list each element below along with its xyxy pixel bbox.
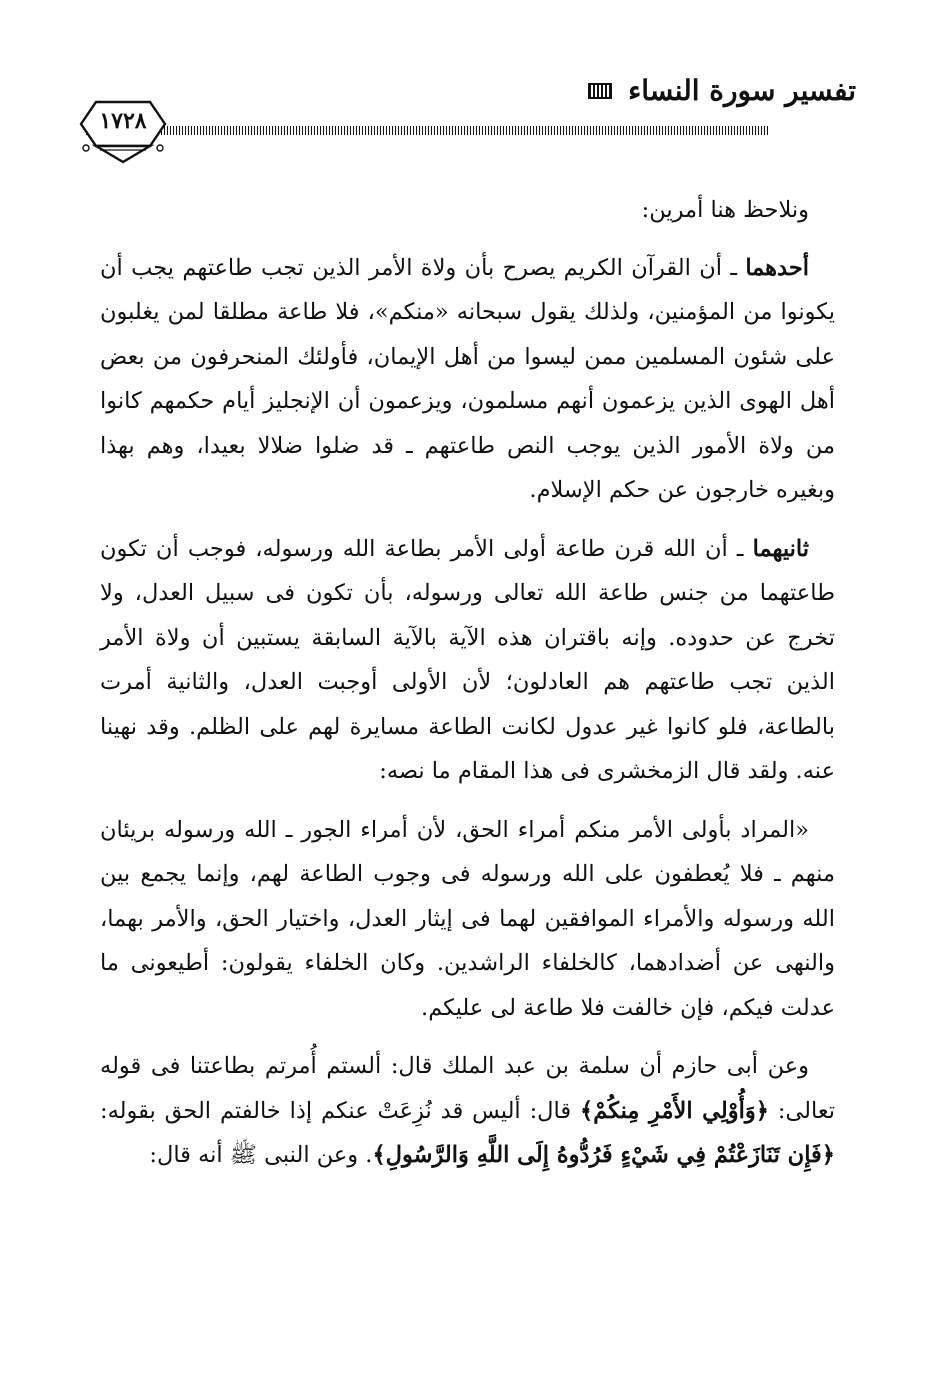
- second-point-text: ـ أن الله قرن طاعة أولى الأمر بطاعة الله ورسوله، فوجب أن تكون طاعتهما من جنس طاعة الله تعالى ورسوله، بأن تكون فى سبيل العدل، ولا تخرج عن حدوده. وإنه باقتران هذه الآية بالآية السابقة يستبين أن ولاة الأمر الذين تجب طاعتهم هم العادلون؛ لأن الأولى أوجبت العدل، والثانية أمرت بالطاعة، فلو كانوا غير عدول لكانت الطاعة مسايرة لهم على الظلم. وقد نهينا عنه. ولقد قال الزمخشرى فى هذا المقام ما نصه:: [100, 535, 835, 784]
- running-title: تفسير سورة النساء: [628, 74, 856, 107]
- first-point-text: ـ أن القرآن الكريم يصرح بأن ولاة الأمر الذين تجب طاعتهم يجب أن يكونوا من المؤمنين، ولذلك يقول سبحانه «منكم»، فلا طاعة مطلقا لمن يغلبون على شئون المسلمين ممن ليسوا من أهل الإيمان، فأولئك المنحرفون من بعض أهل الهوى الذين يزعمون أنهم مسلمون، ويزعمون أن الإنجليز أيام حكمهم كانوا من ولاة الأمور الذين يوجب النص طاعتهم ـ قد ضلوا ضلالا بعيدا، وهم بهذا وبغيره خارجون عن حكم الإسلام.: [100, 254, 835, 503]
- intro-text: ونلاحظ هنا أمرين:: [641, 197, 809, 223]
- quran-verse-1: ﴿وَأُوْلِي الأَمْرِ مِنكُمْ﴾: [580, 1097, 769, 1124]
- page-body: [100, 188, 835, 1192]
- hadith-text-3: . وعن النبى ﷺ أنه قال:: [149, 1142, 373, 1168]
- header-title-group: [586, 74, 856, 107]
- hadith-paragraph: [100, 1044, 835, 1178]
- second-point-paragraph: [100, 527, 835, 794]
- quran-verse-2: ﴿فَإِن تَنَازَعْتُمْ فِي شَيْءٍ فَرُدُّوهُ إِلَى اللَّهِ وَالرَّسُولِ﴾: [372, 1142, 835, 1168]
- bookmark-ornament-icon: [586, 80, 614, 102]
- hadith-text-1: وعن أبى حازم أن سلمة بن عبد الملك قال: ألستم أُمرتم بطاعتنا فى قوله تعالى:: [100, 1053, 836, 1124]
- first-point-paragraph: [100, 246, 835, 513]
- header-rule: [86, 126, 768, 135]
- page-header: [86, 62, 856, 162]
- page-number-badge: [78, 98, 168, 166]
- quote-paragraph: [100, 808, 835, 1031]
- hadith-text-2: قال: أليس قد نُزِعَتْ عنكم إذا خالفتم الحق بقوله:: [100, 1097, 572, 1124]
- intro-paragraph: [100, 188, 835, 233]
- second-point-lead: ثانيهما: [752, 535, 810, 562]
- page-number: ١٧٢٨: [99, 108, 147, 134]
- first-point-lead: أحدهما: [745, 254, 810, 281]
- zamakhshari-quote: «المراد بأولى الأمر منكم أمراء الحق، لأن أمراء الجور ـ الله ورسوله بريئان منهم ـ فلا يُعطفون على الله ورسوله فى وجوب الطاعة لهم، وإنما يجمع بين الله ورسوله والأمراء الموافقين لهما فى إيثار العدل، واختيار الحق، والأمر بهما، والنهى عن أضدادهما، كالخلفاء الراشدين. وكان الخلفاء يقولون: أطيعونى ما عدلت فيكم، فإن خالفت فلا طاعة لى عليكم.: [100, 816, 835, 1021]
